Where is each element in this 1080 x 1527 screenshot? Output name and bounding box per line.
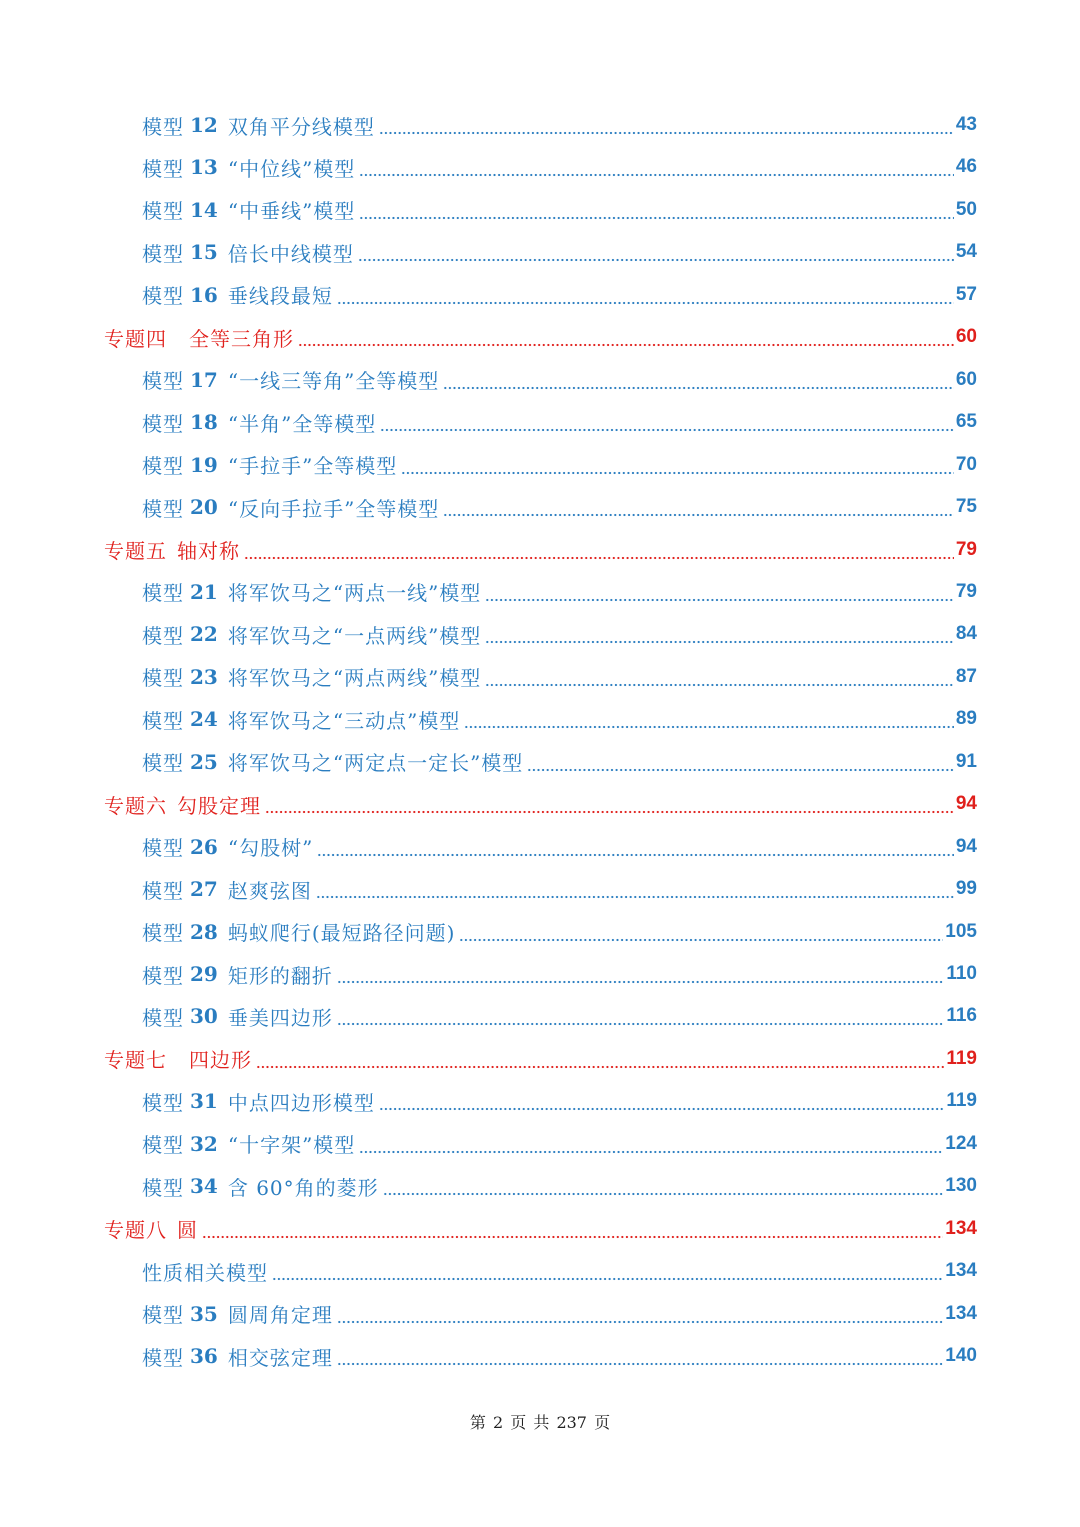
entry-title: 将军饮马之“两点两线”模型: [227, 666, 482, 691]
toc-entry[interactable]: [142, 953, 977, 995]
entry-number: 28: [190, 919, 218, 944]
entry-prefix: 专题六: [104, 793, 167, 818]
toc-entry[interactable]: [142, 613, 977, 655]
entry-number: 32: [190, 1131, 218, 1156]
entry-number: 35: [190, 1301, 218, 1326]
entry-title: 垂线段最短: [227, 284, 333, 309]
entry-prefix: 专题四: [104, 326, 167, 351]
entry-page-number: 60: [955, 368, 977, 390]
entry-page-number: 50: [955, 198, 977, 220]
entry-page-number: 124: [945, 1132, 977, 1154]
toc-entry[interactable]: [142, 826, 977, 868]
entry-title: 勾股定理: [177, 793, 261, 818]
dot-leader: [401, 471, 954, 475]
entry-page-number: 91: [955, 750, 977, 772]
entry-page-number: 87: [955, 665, 977, 687]
dot-leader: [527, 768, 954, 772]
entry-number: 12: [190, 113, 218, 137]
entry-title: “半角”全等模型: [227, 411, 377, 436]
entry-title: “中垂线”模型: [227, 199, 356, 224]
toc-entry[interactable]: [142, 741, 977, 783]
entry-prefix: 模型: [142, 1345, 184, 1370]
toc-entry[interactable]: [142, 1080, 977, 1122]
dot-leader: [359, 1150, 943, 1154]
entry-number: 20: [190, 495, 218, 520]
entry-prefix: 模型: [142, 921, 184, 946]
entry-number: 14: [190, 197, 218, 222]
dot-leader: [256, 1065, 944, 1069]
toc-entry[interactable]: [142, 189, 977, 231]
toc-entry[interactable]: [142, 486, 977, 528]
entry-page-number: 134: [945, 1302, 977, 1324]
entry-prefix: 模型: [142, 199, 184, 224]
entry-number: 17: [190, 367, 218, 392]
entry-title: 蚂蚁爬行(最短路径问题): [227, 921, 456, 946]
entry-page-number: 130: [945, 1175, 977, 1197]
entry-title: 含 60°角的菱形: [227, 1175, 379, 1200]
toc-entry[interactable]: [142, 104, 977, 146]
entry-title: 将军饮马之“两点一线”模型: [227, 581, 482, 606]
entry-page-number: 116: [946, 1005, 977, 1027]
dot-leader: [485, 598, 954, 602]
entry-page-number: 119: [946, 1090, 977, 1112]
entry-page-number: 94: [955, 793, 977, 815]
dot-leader: [359, 173, 954, 177]
entry-page-number: 89: [955, 708, 977, 730]
entry-number: 29: [190, 962, 218, 986]
dot-leader: [337, 980, 945, 984]
entry-prefix: 模型: [142, 751, 184, 776]
entry-title: “勾股树”: [227, 836, 314, 861]
entry-prefix: 模型: [142, 963, 184, 988]
entry-title: 矩形的翻折: [227, 963, 333, 988]
dot-leader: [358, 258, 954, 262]
entry-prefix: 模型: [142, 454, 184, 479]
dot-leader: [485, 683, 954, 687]
entry-prefix: 模型: [142, 1090, 184, 1115]
entry-title: “十字架”模型: [227, 1133, 356, 1158]
entry-prefix: 模型: [142, 496, 184, 521]
toc-section-entry[interactable]: [104, 529, 977, 571]
entry-number: 16: [190, 282, 218, 307]
dot-leader: [443, 513, 954, 517]
toc-entry[interactable]: [142, 444, 977, 486]
toc-section-entry[interactable]: [104, 1038, 977, 1080]
dot-leader: [359, 216, 954, 220]
entry-page-number: 46: [955, 156, 977, 178]
toc-entry[interactable]: [142, 401, 977, 443]
entry-title: 将军饮马之“一点两线”模型: [227, 623, 482, 648]
entry-number: 27: [190, 877, 218, 902]
toc-entry[interactable]: [142, 995, 977, 1037]
dot-leader: [383, 1192, 944, 1196]
entry-prefix: 模型: [142, 1303, 184, 1328]
toc-entry[interactable]: [142, 1165, 977, 1207]
dot-leader: [316, 895, 954, 899]
dot-leader: [443, 386, 954, 390]
entry-prefix: 模型: [142, 114, 184, 139]
toc-section-entry[interactable]: [104, 316, 977, 358]
entry-title: “中位线”模型: [227, 156, 356, 181]
entry-number: 25: [190, 749, 218, 774]
entry-prefix: 模型: [142, 1175, 184, 1200]
entry-number: 22: [190, 622, 218, 647]
entry-prefix: 模型: [142, 708, 184, 733]
entry-page-number: 79: [955, 538, 977, 560]
entry-page-number: 140: [945, 1345, 977, 1367]
entry-page-number: 134: [945, 1260, 977, 1282]
entry-title: “一线三等角”全等模型: [227, 369, 440, 394]
entry-title: 轴对称: [177, 539, 240, 563]
entry-page-number: 94: [955, 835, 977, 857]
entry-page-number: 60: [955, 326, 977, 348]
dot-leader: [459, 938, 943, 942]
dot-leader: [317, 853, 954, 857]
dot-leader: [337, 1320, 943, 1324]
entry-number: 36: [190, 1344, 218, 1369]
entry-page-number: 70: [955, 453, 977, 475]
page-footer: 第 2 页 共 237 页: [469, 1413, 611, 1432]
toc-entry[interactable]: [142, 571, 977, 613]
entry-title: “手拉手”全等模型: [227, 454, 398, 479]
entry-title: 全等三角形: [189, 326, 294, 351]
dot-leader: [380, 428, 954, 432]
toc-entry[interactable]: [142, 656, 977, 698]
toc-entry[interactable]: [142, 1123, 977, 1165]
entry-title: 相交弦定理: [227, 1345, 333, 1370]
entry-page-number: 57: [955, 283, 977, 305]
entry-prefix: 专题七: [104, 1048, 167, 1073]
toc-entry[interactable]: [142, 146, 977, 188]
entry-prefix: 模型: [142, 241, 184, 266]
entry-number: 34: [190, 1174, 218, 1199]
entry-number: 21: [190, 579, 218, 604]
toc-entry[interactable]: [142, 1335, 977, 1377]
entry-prefix: 模型: [142, 581, 184, 606]
entry-title: 圆: [177, 1218, 198, 1243]
entry-title: 四边形: [189, 1048, 252, 1073]
entry-prefix: 模型: [142, 1005, 184, 1030]
entry-prefix: 专题五: [104, 539, 167, 563]
entry-number: 13: [190, 155, 218, 180]
entry-number: 31: [190, 1089, 218, 1114]
dot-leader: [298, 343, 954, 347]
dot-leader: [337, 1022, 945, 1026]
entry-number: 19: [190, 452, 218, 477]
entry-number: 18: [190, 410, 218, 435]
dot-leader: [379, 1107, 945, 1111]
dot-leader: [244, 556, 954, 560]
entry-prefix: 模型: [142, 284, 184, 309]
entry-number: 30: [190, 1004, 218, 1029]
entry-title: 将军饮马之“两定点一定长”模型: [227, 751, 524, 776]
entry-prefix: 模型: [142, 411, 184, 436]
entry-title: 性质相关模型: [142, 1260, 268, 1285]
entry-page-number: 110: [946, 963, 977, 984]
entry-number: 26: [190, 834, 218, 859]
entry-page-number: 54: [955, 241, 977, 263]
entry-prefix: 模型: [142, 1133, 184, 1158]
toc-entry[interactable]: [142, 1293, 977, 1335]
entry-page-number: 84: [955, 623, 977, 645]
dot-leader: [337, 301, 954, 305]
dot-leader: [272, 1277, 943, 1281]
entry-title: 双角平分线模型: [227, 114, 375, 139]
dot-leader: [202, 1235, 943, 1239]
toc-section-entry[interactable]: [104, 1208, 977, 1250]
dot-leader: [485, 640, 954, 644]
entry-page-number: 119: [946, 1047, 977, 1069]
entry-title: 中点四边形模型: [227, 1090, 375, 1115]
entry-number: 15: [190, 240, 218, 265]
entry-page-number: 134: [945, 1217, 977, 1239]
toc-entry[interactable]: [142, 911, 977, 953]
toc-section-entry[interactable]: [104, 783, 977, 825]
entry-page-number: 79: [955, 580, 977, 602]
entry-page-number: 99: [955, 878, 977, 900]
entry-number: 23: [190, 664, 218, 689]
dot-leader: [464, 725, 954, 729]
toc-entry[interactable]: [142, 868, 977, 910]
entry-page-number: 65: [955, 411, 977, 433]
toc-entry[interactable]: [142, 698, 977, 740]
entry-number: 24: [190, 707, 218, 732]
entry-page-number: 43: [955, 114, 977, 135]
entry-prefix: 模型: [142, 623, 184, 648]
entry-title: 圆周角定理: [227, 1303, 333, 1328]
entry-title: 将军饮马之“三动点”模型: [227, 708, 461, 733]
entry-page-number: 105: [945, 920, 977, 942]
toc-entry[interactable]: [142, 274, 977, 316]
dot-leader: [337, 1362, 943, 1366]
toc-entry[interactable]: [142, 359, 977, 401]
toc-entry[interactable]: [142, 231, 977, 273]
entry-prefix: 模型: [142, 836, 184, 861]
entry-prefix: 模型: [142, 369, 184, 394]
entry-prefix: 模型: [142, 156, 184, 181]
dot-leader: [379, 131, 954, 135]
entry-title: “反向手拉手”全等模型: [227, 496, 440, 521]
entry-prefix: 模型: [142, 878, 184, 903]
dot-leader: [265, 810, 954, 814]
entry-page-number: 75: [955, 496, 977, 518]
toc-entry[interactable]: [142, 1250, 977, 1292]
entry-title: 赵爽弦图: [227, 878, 312, 903]
entry-title: 垂美四边形: [227, 1005, 333, 1030]
entry-prefix: 模型: [142, 666, 184, 691]
entry-prefix: 专题八: [104, 1218, 167, 1243]
entry-title: 倍长中线模型: [227, 241, 354, 266]
